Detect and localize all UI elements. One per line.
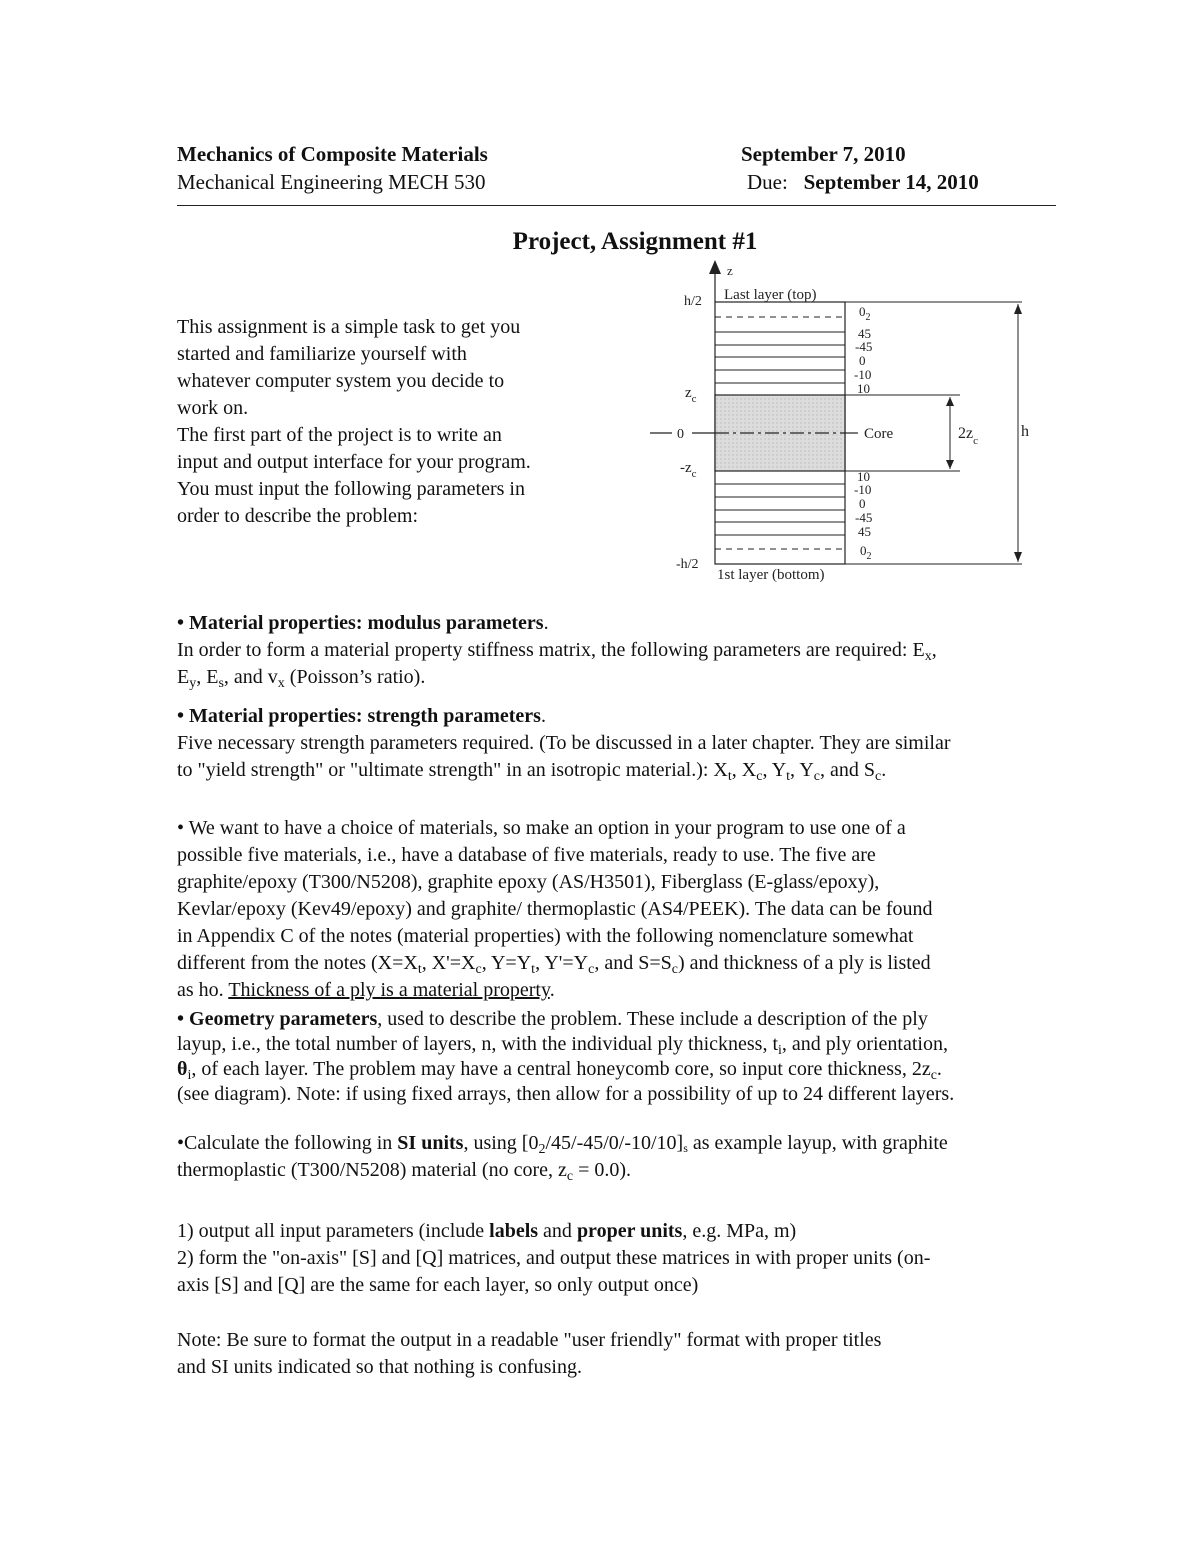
ply-label: 0 <box>859 496 866 511</box>
intro-paragraph <box>177 314 617 530</box>
ply-label: -10 <box>854 367 872 382</box>
neg-h2-label: -h/2 <box>676 557 699 572</box>
ply-label: 10 <box>857 381 870 396</box>
outputs-section <box>177 1218 1107 1299</box>
modulus-heading: Material properties: modulus parameters <box>189 612 544 634</box>
ply-label: $0_2$ <box>860 543 872 562</box>
materials-section <box>177 815 1097 1004</box>
course-code: Mechanical Engineering MECH 530 <box>177 170 486 194</box>
geometry-heading: Geometry parameters <box>189 1008 378 1030</box>
calculate-section <box>177 1130 1107 1184</box>
geometry-line: $\theta_i$, of each layer. The problem may have a central honeycomb core, so input core thickness, $2z_c$. <box>177 1058 942 1083</box>
materials-line: as ho. Thickness of a ply is a material property. <box>177 979 555 1001</box>
calculate-line: thermoplastic (T300/N5208) material (no core, $z_c = 0.0$). <box>177 1159 632 1184</box>
ply-thickness-note: Thickness of a ply is a material property <box>228 979 550 1001</box>
output-item-2-cont: axis [S] and [Q] are the same for each layer, so only output once) <box>177 1274 699 1296</box>
ply-label: $0_2$ <box>859 304 871 323</box>
modulus-text-line: In order to form a material property stiffness matrix, the following parameters are required: $E_x$, <box>177 639 937 664</box>
geometry-line: • Geometry parameters, used to describe the problem. These include a description of the ply <box>177 1008 928 1030</box>
due-label: Due: <box>747 170 788 194</box>
arrow-down-icon <box>1014 552 1022 562</box>
assignment-date: September 7, 2010 <box>741 142 906 166</box>
neg-zc-label: $-z_c$ <box>680 460 697 480</box>
arrow-up-icon <box>1014 304 1022 314</box>
geometry-line: layup, i.e., the total number of layers, n, with the individual ply thickness, $t_i$, and ply orientation, <box>177 1033 948 1058</box>
materials-line: possible five materials, i.e., have a database of five materials, ready to use. The five are <box>177 844 876 866</box>
ply-label: 45 <box>858 326 871 341</box>
bullet-icon: • <box>177 817 185 839</box>
materials-line: graphite/epoxy (T300/N5208), graphite epoxy (AS/H3501), Fiberglass (E-glass/epoxy), <box>177 871 880 893</box>
ply-label: -10 <box>854 482 872 497</box>
calculate-line: •Calculate the following in SI units, using $[0_2/45/-45/0/-10/10]s$ as example layup, with graphite <box>177 1132 948 1157</box>
top-layer-label: Last layer (top) <box>724 287 817 303</box>
note-section <box>177 1327 1107 1381</box>
bullet-icon: • <box>177 1132 185 1154</box>
dimension-h-label: h <box>1021 423 1029 440</box>
ply-label: -45 <box>855 339 873 354</box>
materials-line: Kevlar/epoxy (Kev49/epoxy) and graphite/ thermoplastic (AS4/PEEK). The data can be found <box>177 898 933 920</box>
strength-text-line: to "yield strength" or "ultimate strength" in an isotropic material.): $X_t$, $X_c$, $Y_t$, $Y_c$, and $S_c$. <box>177 759 887 784</box>
due-line <box>747 170 979 195</box>
arrow-down-icon <box>946 460 954 469</box>
materials-line: different from the notes ($X=X_t$, $X'=X_c$, $Y=Y_t$, $Y'=Y_c$, and $S=S_c$) and thickness of a ply is listed <box>177 952 931 977</box>
intro-line: work on. <box>177 397 249 419</box>
output-item-1: 1) output all input parameters (include labels and proper units, e.g. MPa, m) <box>177 1220 797 1242</box>
dimension-2zc-label: $2z_c$ <box>958 425 978 447</box>
bullet-icon: • <box>177 1008 185 1030</box>
core-label: Core <box>864 426 894 442</box>
note-line: and SI units indicated so that nothing is confusing. <box>177 1356 582 1378</box>
materials-line: in Appendix C of the notes (material properties) with the following nomenclature somewhat <box>177 925 914 947</box>
h2-label: h/2 <box>684 294 702 309</box>
z-axis-label: z <box>727 263 733 278</box>
arrow-up-icon <box>946 397 954 406</box>
strength-heading-line: • Material properties: strength parameters. <box>177 705 546 727</box>
strength-section <box>177 703 1097 784</box>
modulus-section <box>177 610 1097 691</box>
course-title: Mechanics of Composite Materials <box>177 142 488 166</box>
laminate-diagram <box>640 258 1040 588</box>
ply-label: 45 <box>858 524 871 539</box>
ply-label: -45 <box>855 510 873 525</box>
zero-label: 0 <box>677 427 684 442</box>
intro-line: This assignment is a simple task to get you <box>177 316 521 338</box>
modulus-heading-line: • Material properties: modulus parameters. <box>177 612 549 634</box>
header-rule <box>177 205 1056 206</box>
intro-line: input and output interface for your program. <box>177 451 531 473</box>
due-date: September 14, 2010 <box>803 170 979 194</box>
intro-line: order to describe the problem: <box>177 505 419 527</box>
intro-line: started and familiarize yourself with <box>177 343 467 365</box>
zc-label: $z_c$ <box>685 385 697 405</box>
materials-line: • We want to have a choice of materials, so make an option in your program to use one of a <box>177 817 906 839</box>
geometry-section <box>177 1007 1107 1107</box>
modulus-text-line: $E_y$, $E_s$, and $v_x$ (Poisson’s ratio). <box>177 666 426 691</box>
geometry-line: (see diagram). Note: if using fixed arrays, then allow for a possibility of up to 24 different layers. <box>177 1083 955 1105</box>
bullet-icon: • <box>177 612 185 634</box>
ply-label: 10 <box>857 469 870 484</box>
note-line: Note: Be sure to format the output in a readable "user friendly" format with proper titles <box>177 1329 882 1351</box>
page-title: Project, Assignment #1 <box>512 228 758 255</box>
intro-line: The first part of the project is to write an <box>177 424 502 446</box>
output-item-2: 2) form the "on-axis" [S] and [Q] matrices, and output these matrices in with proper units (on- <box>177 1247 931 1269</box>
z-axis-arrow-icon <box>709 260 721 274</box>
bullet-icon: • <box>177 705 185 727</box>
intro-line: whatever computer system you decide to <box>177 370 505 392</box>
intro-line: You must input the following parameters in <box>177 478 525 500</box>
ply-label: 0 <box>859 353 866 368</box>
bottom-layer-label: 1st layer (bottom) <box>717 567 825 583</box>
strength-text-line: Five necessary strength parameters required. (To be discussed in a later chapter. They are similar <box>177 732 951 754</box>
strength-heading: Material properties: strength parameters <box>189 705 541 727</box>
